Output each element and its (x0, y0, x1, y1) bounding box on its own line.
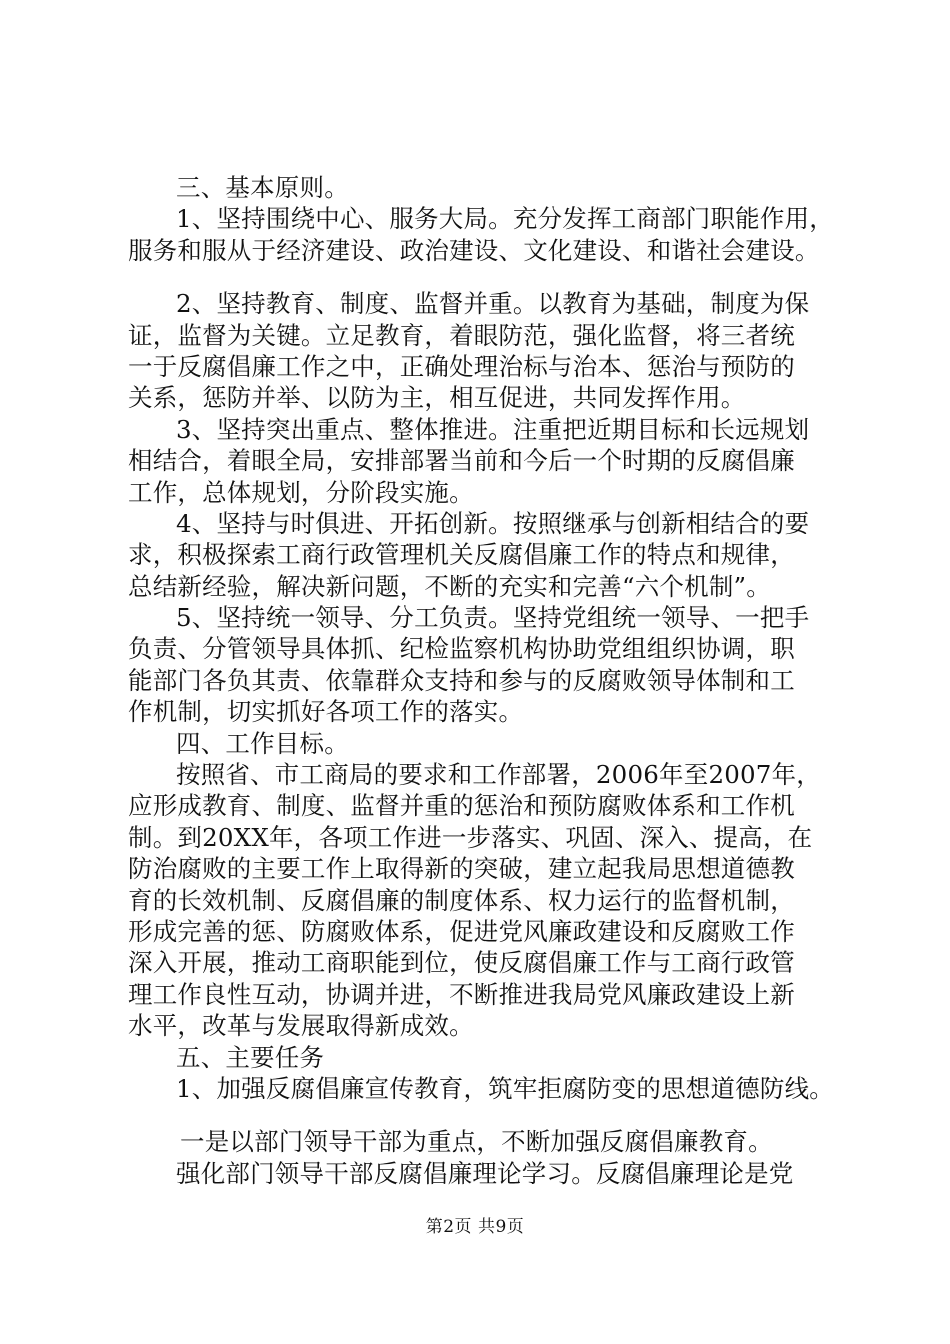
paragraph-line: 4、坚持与时俱进、开拓创新。按照继承与创新相结合的要 (176, 508, 810, 538)
paragraph-line: 水平，改革与发展取得新成效。 (128, 1011, 474, 1041)
paragraph-line: 求，积极探索工商行政管理机关反腐倡廉工作的特点和规律， (128, 540, 795, 570)
paragraph-line: 形成完善的惩、防腐败体系，促进党风廉政建设和反腐败工作 (128, 916, 795, 946)
paragraph-line: 按照省、市工商局的要求和工作部署，2006年至2007年， (176, 760, 821, 790)
paragraph-line: 育的长效机制、反腐倡廉的制度体系、权力运行的监督机制， (128, 885, 795, 915)
paragraph-line: 深入开展，推动工商职能到位，使反腐倡廉工作与工商行政管 (128, 948, 795, 978)
paragraph-line: 2、坚持教育、制度、监督并重。以教育为基础，制度为保 (176, 289, 810, 319)
paragraph-line: 1、坚持围绕中心、服务大局。充分发挥工商部门职能作用， (176, 204, 834, 234)
paragraph-line: 防治腐败的主要工作上取得新的突破，建立起我局思想道德教 (128, 854, 795, 884)
paragraph-line: 作机制，切实抓好各项工作的落实。 (128, 697, 524, 727)
paragraph-line: 一于反腐倡廉工作之中，正确处理治标与治本、惩治与预防的 (128, 351, 795, 381)
paragraph-line: 强化部门领导干部反腐倡廉理论学习。反腐倡廉理论是党 (176, 1158, 794, 1188)
paragraph-line: 应形成教育、制度、监督并重的惩治和预防腐败体系和工作机 (128, 791, 795, 821)
document-body (128, 172, 842, 1189)
paragraph-line: 总结新经验，解决新问题，不断的充实和完善“六个机制”。 (128, 571, 771, 601)
paragraph-gap (128, 266, 842, 288)
paragraph-line: 制。到20XX年，各项工作进一步落实、巩固、深入、提高，在 (128, 822, 813, 852)
paragraph-line: 负责、分管领导具体抓、纪检监察机构协助党组组织协调，职 (128, 634, 795, 664)
paragraph-line: 5、坚持统一领导、分工负责。坚持党组统一领导、一把手 (176, 603, 810, 633)
paragraph-line: 证，监督为关键。立足教育，着眼防范，强化监督，将三者统 (128, 320, 795, 350)
paragraph-line: 工作，总体规划，分阶段实施。 (128, 477, 474, 507)
paragraph-line: 能部门各负其责、依靠群众支持和参与的反腐败领导体制和工 (128, 665, 795, 695)
paragraph-line: 理工作良性互动，协调并进，不断推进我局党风廉政建设上新 (128, 979, 795, 1009)
paragraph-line: 3、坚持突出重点、整体推进。注重把近期目标和长远规划 (176, 414, 810, 444)
paragraph-gap (128, 1104, 842, 1126)
paragraph-line: 相结合，着眼全局，安排部署当前和今后一个时期的反腐倡廉 (128, 446, 795, 476)
paragraph-line: 关系，惩防并举、以防为主，相互促进，共同发挥作用。 (128, 383, 746, 413)
paragraph-line: 1、加强反腐倡廉宣传教育，筑牢拒腐防变的思想道德防线。 (176, 1073, 834, 1103)
page-number-footer: 第2页 共9页 (425, 1217, 525, 1237)
section-heading-goals: 四、工作目标。 (176, 728, 349, 758)
section-heading-tasks: 五、主要任务 (176, 1042, 325, 1072)
paragraph-line: 一是以部门领导干部为重点，不断加强反腐倡廉教育。 (180, 1127, 773, 1157)
section-heading-principles: 三、基本原则。 (176, 173, 349, 202)
paragraph-line: 服务和服从于经济建设、政治建设、文化建设、和谐社会建设。 (128, 235, 820, 265)
